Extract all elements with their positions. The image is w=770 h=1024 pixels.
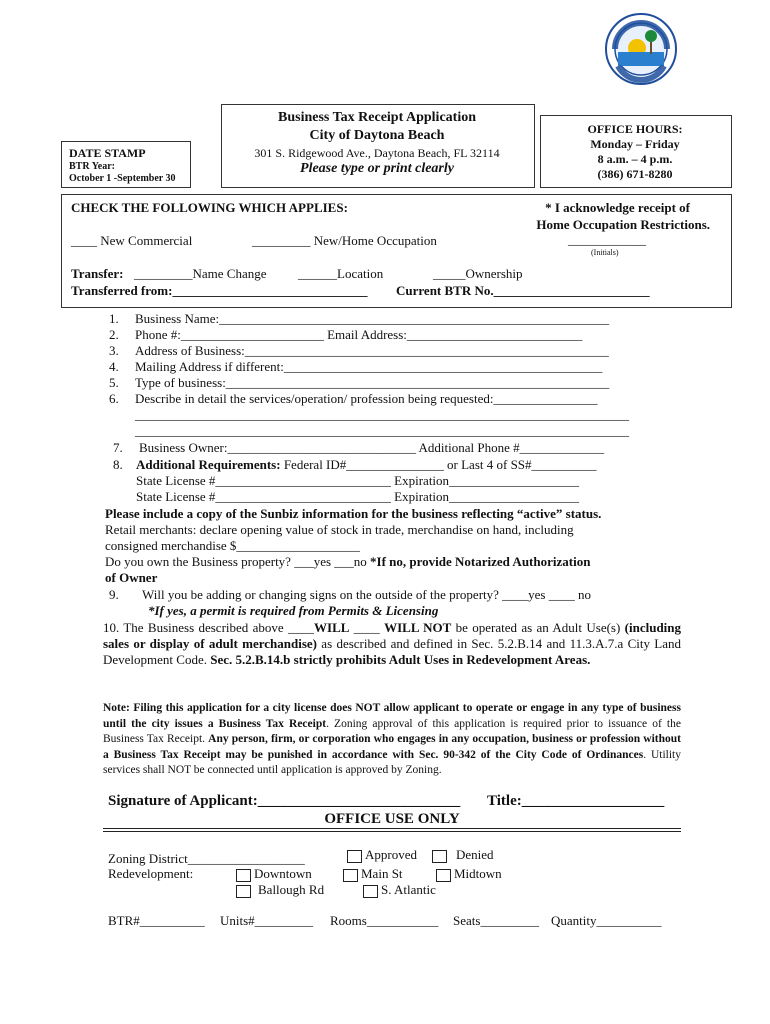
city-name: City of Daytona Beach	[309, 128, 445, 143]
description-line[interactable]: ____________________________________________________________________________	[135, 407, 629, 422]
permit-note: *If yes, a permit is required from Permits & Licensing	[148, 603, 439, 618]
title-field[interactable]: Title:___________________	[487, 793, 665, 809]
downtown-checkbox[interactable]	[236, 869, 251, 882]
denied-checkbox[interactable]	[432, 850, 447, 863]
item-num: 8.	[113, 457, 123, 472]
city-seal	[604, 12, 678, 86]
notarized-note-cont: of Owner	[105, 570, 158, 585]
item-num: 9.	[109, 587, 119, 602]
ballough-option[interactable]: Ballough Rd	[236, 882, 324, 898]
item-num: 5.	[109, 375, 119, 390]
units-field[interactable]: Units#_________	[220, 913, 314, 928]
office-hours-title: OFFICE HOURS:	[587, 122, 683, 136]
divider-line	[103, 828, 681, 829]
midtown-checkbox[interactable]	[436, 869, 451, 882]
state-license-field-2[interactable]: State License #___________________________ Expiration____________________	[136, 489, 580, 504]
additional-requirements-field[interactable]	[136, 457, 597, 473]
item-num: 4.	[109, 359, 119, 374]
current-btr-field[interactable]: Current BTR No.________________________	[396, 283, 650, 298]
signature-field[interactable]: Signature of Applicant:___________________________	[108, 793, 461, 809]
seats-field[interactable]: Seats_________	[453, 913, 539, 928]
item-num: 1.	[109, 311, 119, 326]
description-line[interactable]: ____________________________________________________________________________	[135, 423, 629, 438]
item-num: 7.	[113, 440, 123, 455]
form-title: Business Tax Receipt Application	[278, 110, 476, 125]
ack-line-2: Home Occupation Restrictions.	[536, 217, 710, 232]
btr-period: October 1 -September 30	[69, 173, 176, 184]
item-num: 3.	[109, 343, 119, 358]
signs-question[interactable]: Will you be adding or changing signs on the outside of the property? ____yes ____ no	[142, 587, 591, 602]
office-times: 8 a.m. – 4 p.m.	[597, 152, 673, 166]
zoning-district-field[interactable]: Zoning District__________________	[108, 851, 305, 866]
btr-year: BTR Year:	[69, 161, 116, 172]
applies-title: CHECK THE FOLLOWING WHICH APPLIES:	[71, 200, 348, 215]
ownership-option[interactable]: _____Ownership	[433, 266, 523, 281]
business-owner-field[interactable]: Business Owner:_____________________________ Additional Phone #_____________	[139, 440, 605, 455]
approved-checkbox[interactable]	[347, 850, 362, 863]
office-use-title: OFFICE USE ONLY	[324, 811, 460, 827]
city-address: 301 S. Ridgewood Ave., Daytona Beach, FL 32114	[254, 146, 500, 160]
ack-line-1: * I acknowledge receipt of	[545, 200, 690, 215]
midtown-option[interactable]: Midtown	[436, 866, 502, 882]
rooms-field[interactable]: Rooms___________	[330, 913, 439, 928]
main-st-option[interactable]: Main St	[343, 866, 403, 882]
divider-line	[103, 831, 681, 832]
new-home-option[interactable]: _________ New/Home Occupation	[252, 233, 437, 248]
services-description-field[interactable]: Describe in detail the services/operation/ profession being requested:________________	[135, 391, 598, 406]
will-option[interactable]: WILL	[314, 620, 350, 635]
quantity-field[interactable]: Quantity__________	[551, 913, 662, 928]
date-stamp-title: DATE STAMP	[69, 146, 146, 160]
main-st-checkbox[interactable]	[343, 869, 358, 882]
s-atlantic-checkbox[interactable]	[363, 885, 378, 898]
redevelopment-label: Redevelopment:	[108, 866, 194, 881]
business-address-field[interactable]: Address of Business:________________________________________________________	[135, 343, 609, 358]
item-num: 2.	[109, 327, 119, 342]
denied-option[interactable]: Denied	[432, 847, 494, 863]
will-not-option[interactable]: WILL NOT	[384, 620, 452, 635]
mailing-address-field[interactable]: Mailing Address if different:_________________________________________________	[135, 359, 603, 374]
notarized-note: *If no, provide Notarized Authorization	[370, 554, 591, 569]
transferred-from-field[interactable]: Transferred from:______________________________	[71, 283, 368, 298]
downtown-option[interactable]: Downtown	[236, 866, 312, 882]
initials-label: (Initials)	[591, 248, 619, 257]
filing-note: Note: Filing this application for a city license does NOT allow applicant to operate or engage in any type of business until the city issues a Business Tax Receipt. Zoning approval of this application is required prior to issuance of the Business Tax Receipt. Any person, firm, or corporation who engages in any occupation, business or profession without a Business Tax Receipt may be punished in accordance with Sec. 90-342 of the City Code of Ordinances. Utility services shall NOT be connected until application is approved by Zoning.	[103, 702, 682, 776]
s-atlantic-option[interactable]: S. Atlantic	[363, 882, 436, 898]
own-property-question[interactable]	[105, 554, 590, 570]
transfer-label: Transfer:	[71, 266, 124, 281]
sunbiz-note: Please include a copy of the Sunbiz information for the business reflecting “active” status.	[105, 506, 602, 521]
approved-option[interactable]: Approved	[347, 847, 417, 863]
phone-email-field[interactable]: Phone #:______________________ Email Address:___________________________	[135, 327, 583, 342]
business-name-field[interactable]: Business Name:____________________________________________________________	[135, 311, 610, 326]
adult-use-statement: 10. The Business described above ____WILL ____ WILL NOT be operated as an Adult Use(s) (including sales or display of adult merchandise) as described and defined in Sec. 5.2.B.14 and 11.3.A.7.a City Land Development Code. Sec. 5.2.B.14.b strictly prohibits Adult Uses in Redevelopment Areas.	[103, 620, 682, 667]
btr-number-field[interactable]: BTR#__________	[108, 913, 205, 928]
business-type-field[interactable]: Type of business:___________________________________________________________	[135, 375, 610, 390]
office-phone: (386) 671-8280	[597, 167, 673, 181]
federal-id-field[interactable]: Federal ID#_______________ or Last 4 of SS#__________	[280, 457, 597, 472]
additional-requirements-label: Additional Requirements:	[136, 457, 281, 472]
item-num: 6.	[109, 391, 119, 406]
ballough-checkbox[interactable]	[236, 885, 251, 898]
location-option[interactable]: ______Location	[298, 266, 384, 281]
print-instruction: Please type or print clearly	[300, 161, 454, 176]
own-property-text: Do you own the Business property? ___yes ___no	[105, 554, 371, 569]
office-days: Monday – Friday	[590, 137, 680, 151]
state-license-field-1[interactable]: State License #___________________________ Expiration____________________	[136, 473, 580, 488]
consigned-merchandise-field[interactable]: consigned merchandise $___________________	[105, 538, 360, 553]
initials-line[interactable]: ____________	[568, 232, 646, 247]
name-change-option[interactable]: _________Name Change	[134, 266, 267, 281]
retail-note: Retail merchants: declare opening value of stock in trade, merchandise on hand, including	[105, 522, 574, 537]
new-commercial-option[interactable]: ____ New Commercial	[71, 233, 193, 248]
